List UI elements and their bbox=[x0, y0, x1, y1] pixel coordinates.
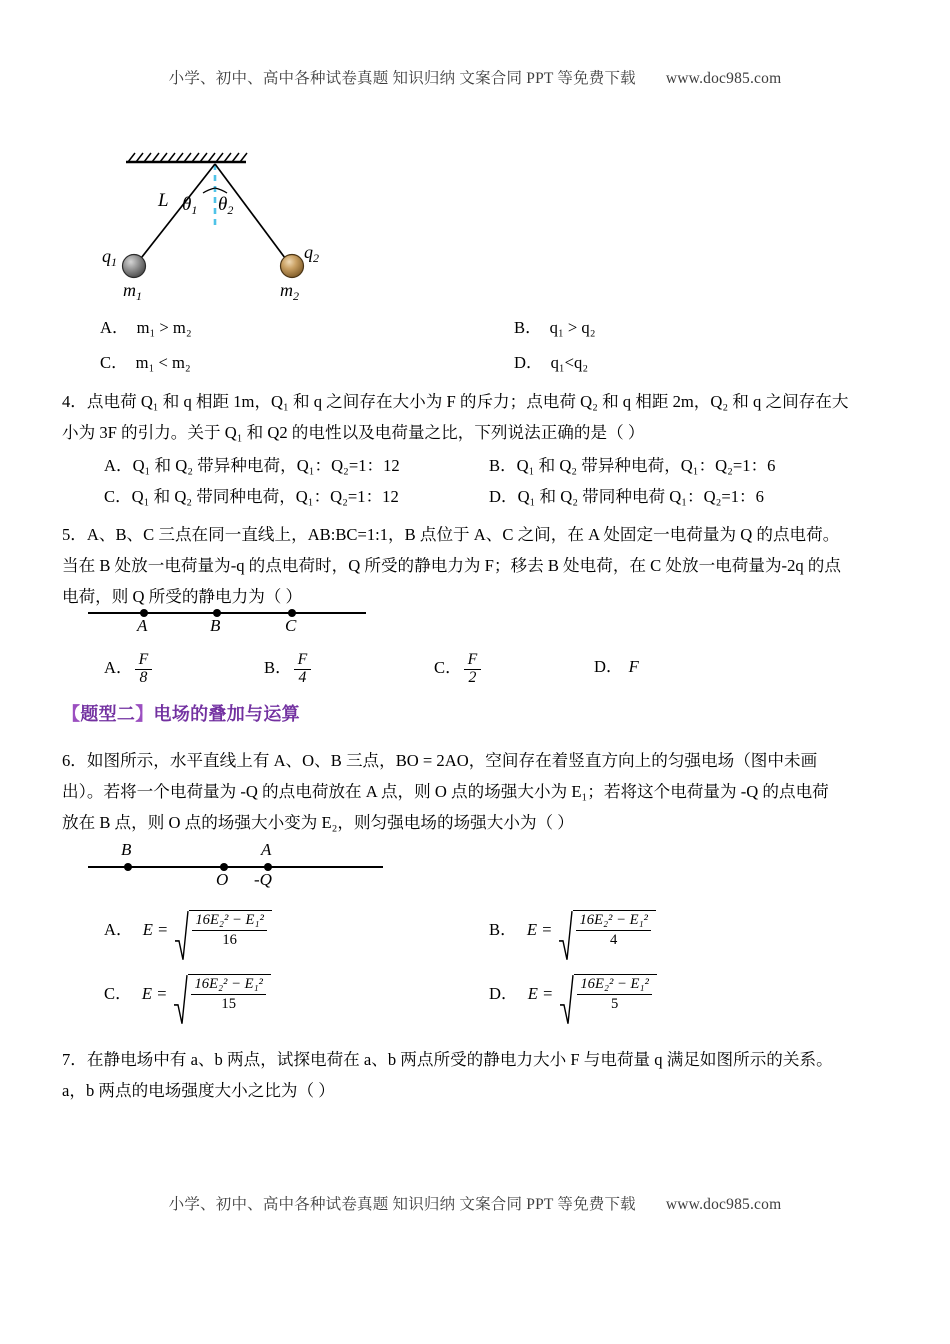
q6-option-c-radicand bbox=[188, 974, 270, 1025]
q5-option-d-letter: D． bbox=[594, 657, 623, 676]
q6-option-c-radical bbox=[173, 974, 270, 1025]
heading-title: 电场的叠加与运算 bbox=[153, 704, 300, 724]
q6-option-d-numerator: 16E₂² − E₁² bbox=[577, 976, 651, 995]
q6-line-2: 出）。若将一个电荷量为 -Q 的点电荷放在 A 点，则 O 点的场强大小为 E₁；若将这个电荷量为 -Q 的点电荷 bbox=[62, 782, 829, 801]
q5-option-c-letter: C． bbox=[434, 658, 462, 678]
ball-1 bbox=[123, 255, 146, 278]
point-a-label: A bbox=[261, 840, 272, 859]
q6-option-b-radical bbox=[558, 910, 655, 961]
q6-option-c[interactable] bbox=[104, 972, 271, 1025]
point-a-label: A bbox=[137, 616, 148, 635]
q3-option-b[interactable] bbox=[514, 313, 596, 343]
q6-option-b-lhs: E = bbox=[526, 920, 553, 939]
footer-runner-text: 小学、初中、高中各种试卷真题 知识归纳 文案合同 PPT 等免费下载 bbox=[168, 1196, 636, 1213]
point-b-label: B bbox=[121, 840, 132, 859]
q5-option-a[interactable] bbox=[104, 652, 154, 686]
q5-line-2: 当在 B 处放一电荷量为-q 的点电荷时，Q 所受的静电力为 F；移去 B 处电荷，在 C 处放一电荷量为-2q 的点 bbox=[62, 556, 841, 575]
footer-runner-url: www.doc985.com bbox=[665, 1196, 782, 1213]
q5-option-b-fraction bbox=[294, 652, 312, 686]
q5-option-d-text: F bbox=[628, 657, 639, 676]
q5-option-c-denominator: 2 bbox=[468, 668, 477, 686]
q6-option-b[interactable] bbox=[489, 908, 656, 961]
q5-option-a-numerator: F bbox=[135, 652, 153, 670]
q7-line-2: a，b 两点的电场强度大小之比为（ ） bbox=[62, 1081, 335, 1100]
q6-option-a-fraction bbox=[192, 912, 266, 949]
q3-option-b-letter: B． bbox=[514, 318, 542, 337]
boa-collinear-figure bbox=[88, 838, 398, 900]
q6-option-b-denominator: 4 bbox=[610, 932, 618, 949]
q6-option-d-letter: D． bbox=[489, 984, 518, 1003]
question-5-body bbox=[62, 519, 890, 612]
label-L: L bbox=[158, 190, 169, 211]
q6-option-a-radicand bbox=[189, 910, 271, 961]
q6-option-d-denominator: 5 bbox=[610, 996, 619, 1013]
ceiling-hatching bbox=[128, 153, 247, 162]
q4-option-b[interactable]: B．Q₁ 和 Q₂ 带异种电荷，Q₁：Q₂=1：6 bbox=[489, 456, 776, 475]
q6-option-d-radical bbox=[559, 974, 656, 1025]
q5-line-3: 电荷，则 Q 所受的静电力为（ ） bbox=[62, 587, 303, 606]
q3-option-b-text: q₁ > q₂ bbox=[549, 318, 596, 337]
q3-option-d-text: q₁<q₂ bbox=[550, 353, 589, 372]
q4-option-d[interactable]: D．Q₁ 和 Q₂ 带同种电荷 Q₁：Q₂=1：6 bbox=[489, 487, 764, 506]
radical-sign-icon bbox=[558, 910, 573, 961]
q6-option-b-fraction bbox=[576, 912, 650, 949]
q4-line-1: 4．点电荷 Q₁ 和 q 相距 1m，Q₁ 和 q 之间存在大小为 F 的斥力；点电荷 Q₂ 和 q 相距 2m，Q₂ 和 q 之间存在大 bbox=[62, 392, 849, 411]
point-c-label: C bbox=[285, 616, 297, 635]
angle-arc-1 bbox=[203, 188, 215, 193]
label-q1: $q_1$ bbox=[102, 246, 117, 269]
q6-option-b-radicand bbox=[573, 910, 655, 961]
q3-option-c[interactable] bbox=[100, 348, 191, 378]
section-heading-question-type-2 bbox=[62, 700, 300, 726]
q6-option-c-denominator: 15 bbox=[221, 996, 236, 1013]
q6-option-a-letter: A． bbox=[104, 920, 133, 939]
label-theta2: $\theta_2$ bbox=[218, 194, 234, 217]
q6-option-a[interactable] bbox=[104, 908, 272, 961]
header-runner-text: 小学、初中、高中各种试卷真题 知识归纳 文案合同 PPT 等免费下载 bbox=[168, 70, 636, 87]
label-theta1: $\theta_1$ bbox=[182, 194, 198, 217]
q5-line-1: 5．A、B、C 三点在同一直线上，AB:BC=1:1，B 点位于 A、C 之间，在 A 处固定一电荷量为 Q 的点电荷。 bbox=[62, 525, 840, 544]
q6-line-1: 6．如图所示，水平直线上有 A、O、B 三点，BO = 2AO，空间存在着竖直方向上的匀强电场（图中未画 bbox=[62, 751, 818, 770]
q3-option-d[interactable] bbox=[514, 348, 588, 378]
question-4-body bbox=[62, 386, 890, 448]
q5-option-b-letter: B． bbox=[264, 658, 292, 678]
q6-option-a-radical bbox=[174, 910, 271, 961]
ball-2 bbox=[281, 255, 304, 278]
q3-option-c-text: m₁ < m₂ bbox=[135, 353, 191, 372]
pendulum-svg bbox=[96, 140, 376, 305]
q6-option-a-lhs: E = bbox=[142, 920, 169, 939]
q6-option-c-letter: C． bbox=[104, 984, 132, 1003]
q6-option-b-letter: B． bbox=[489, 920, 517, 939]
q5-option-c-fraction bbox=[464, 652, 482, 686]
q6-option-a-numerator: 16E₂² − E₁² bbox=[192, 912, 266, 931]
point-b-dot bbox=[124, 863, 132, 871]
label-q2: $q_2$ bbox=[304, 242, 319, 265]
label-m1: $m_1$ bbox=[123, 280, 142, 303]
point-a-charge-label: -Q bbox=[254, 870, 272, 889]
q5-option-b-denominator: 4 bbox=[298, 668, 307, 686]
abc-collinear-figure bbox=[88, 602, 378, 642]
heading-bracket-open: 【 bbox=[62, 704, 81, 724]
q6-option-c-fraction bbox=[191, 976, 265, 1013]
q6-option-c-lhs: E = bbox=[141, 984, 168, 1003]
q3-option-c-letter: C． bbox=[100, 353, 128, 372]
string-left bbox=[138, 164, 215, 262]
q6-option-c-numerator: 16E₂² − E₁² bbox=[191, 976, 265, 995]
point-o-label: O bbox=[216, 870, 229, 889]
q4-line-2: 小为 3F 的引力。关于 Q₁ 和 Q2 的电性以及电荷量之比，下列说法正确的是（ ） bbox=[62, 423, 645, 442]
heading-bracket-close: 】 bbox=[135, 704, 154, 724]
q5-option-a-denominator: 8 bbox=[139, 668, 148, 686]
q6-option-d-radicand bbox=[574, 974, 656, 1025]
q6-option-a-denominator: 16 bbox=[222, 932, 237, 949]
two-charged-pendulum-figure bbox=[96, 140, 376, 305]
q5-option-d[interactable] bbox=[594, 652, 639, 682]
point-b-label: B bbox=[210, 616, 221, 635]
q6-option-d-fraction bbox=[577, 976, 651, 1013]
question-7-body bbox=[62, 1044, 890, 1106]
question-6-body bbox=[62, 745, 890, 838]
label-m2: $m_2$ bbox=[280, 280, 299, 303]
q6-option-d[interactable] bbox=[489, 972, 657, 1025]
q6-option-d-lhs: E = bbox=[527, 984, 554, 1003]
page-footer-runner bbox=[0, 1192, 950, 1214]
q3-option-d-letter: D． bbox=[514, 353, 543, 372]
q5-option-a-letter: A． bbox=[104, 658, 133, 678]
radical-sign-icon bbox=[173, 974, 188, 1025]
q3-option-a[interactable] bbox=[100, 313, 192, 343]
q5-option-c-numerator: F bbox=[464, 652, 482, 670]
boa-axis-line bbox=[88, 866, 383, 868]
heading-tag: 题型二 bbox=[80, 704, 136, 724]
header-runner-url: www.doc985.com bbox=[665, 70, 782, 87]
q7-line-1: 7．在静电场中有 a、b 两点，试探电荷在 a、b 两点所受的静电力大小 F 与电荷量 q 满足如图所示的关系。 bbox=[62, 1050, 833, 1069]
q4-option-c[interactable]: C．Q₁ 和 Q₂ 带同种电荷，Q₁：Q₂=1：12 bbox=[104, 487, 399, 506]
q3-option-a-letter: A． bbox=[100, 318, 129, 337]
q6-line-3: 放在 B 点，则 O 点的场强大小变为 E₂，则匀强电场的场强大小为（ ） bbox=[62, 813, 574, 832]
q5-option-b[interactable] bbox=[264, 652, 313, 686]
q5-option-c[interactable] bbox=[434, 652, 483, 686]
q5-option-a-fraction bbox=[135, 652, 153, 686]
q5-option-b-numerator: F bbox=[294, 652, 312, 670]
abc-axis-line bbox=[88, 612, 366, 614]
radical-sign-icon bbox=[559, 974, 574, 1025]
radical-sign-icon bbox=[174, 910, 189, 961]
q3-option-a-text: m₁ > m₂ bbox=[136, 318, 192, 337]
page-header-runner bbox=[0, 66, 950, 88]
q6-option-b-numerator: 16E₂² − E₁² bbox=[576, 912, 650, 931]
angle-arc-2 bbox=[215, 188, 227, 193]
q4-option-a[interactable]: A．Q₁ 和 Q₂ 带异种电荷，Q₁：Q₂=1：12 bbox=[104, 456, 400, 475]
